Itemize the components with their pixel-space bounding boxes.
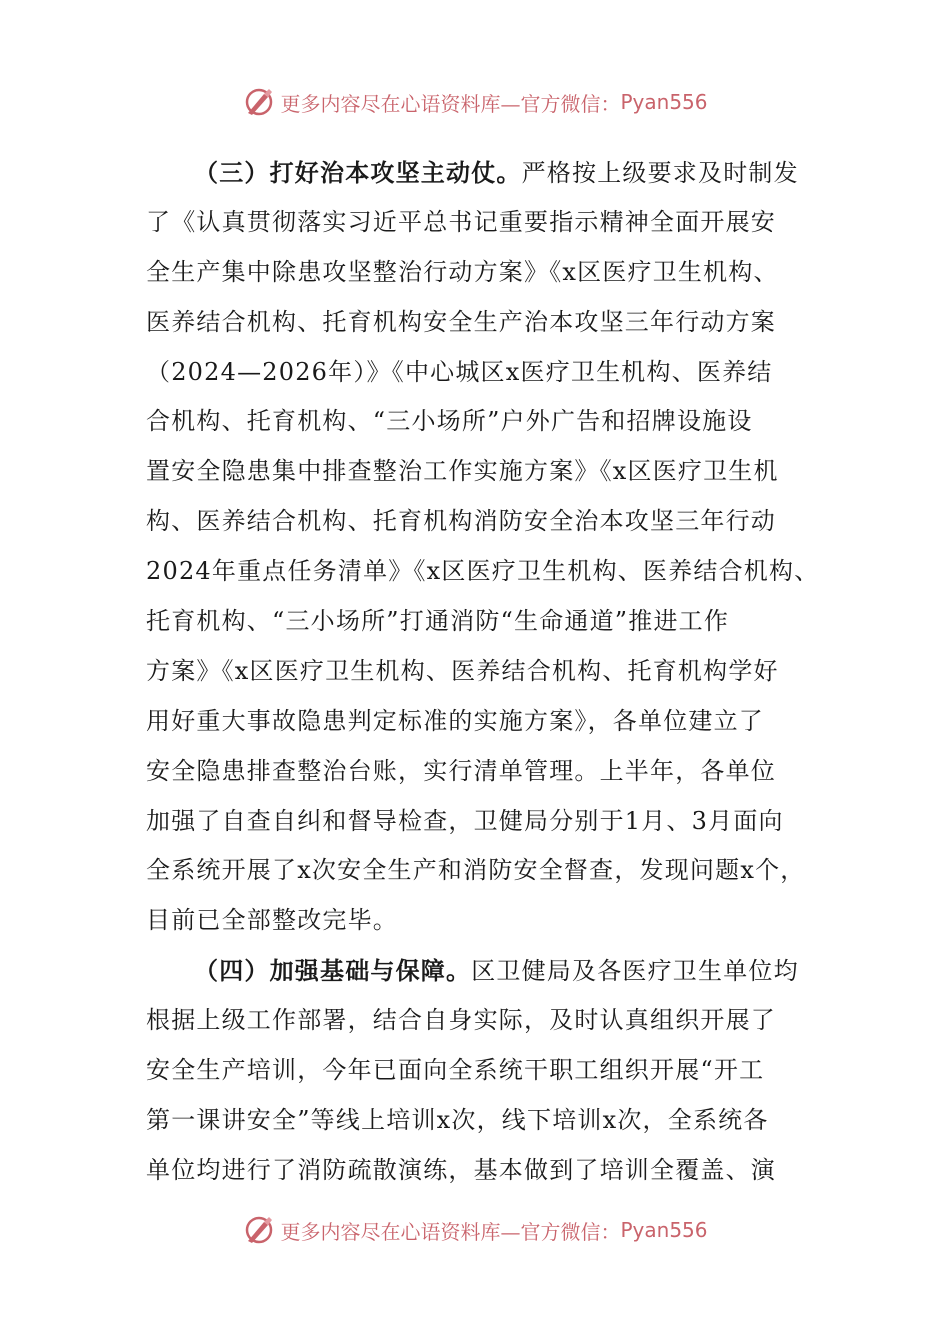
banner-wechat-id: Pyan556 bbox=[620, 1218, 708, 1242]
body-line: 加强了自查自纠和督导检查，卫健局分别于1月、3月面向 bbox=[146, 806, 784, 835]
body-line: 构、医养结合机构、托育机构消防安全治本攻坚三年行动 bbox=[146, 507, 776, 536]
body-line: 2024年重点任务清单》《x区医疗卫生机构、医养结合机构、 bbox=[146, 557, 820, 586]
body-line: 安全隐患排查整治台账，实行清单管理。上半年，各单位 bbox=[146, 756, 776, 785]
section3-heading: （三）打好治本攻坚主动仗。 bbox=[194, 158, 522, 187]
body-line: 医养结合机构、托育机构安全生产治本攻坚三年行动方案 bbox=[146, 307, 776, 336]
body-line: 单位均进行了消防疏散演练，基本做到了培训全覆盖、演 bbox=[146, 1155, 776, 1184]
footer-banner bbox=[0, 1210, 950, 1250]
body-line: 根据上级工作部署，结合自身实际，及时认真组织开展了 bbox=[146, 1006, 776, 1035]
section3-first-line-text: 严格按上级要求及时制发 bbox=[521, 159, 799, 187]
body-line: 合机构、托育机构、“三小场所”户外广告和招牌设施设 bbox=[146, 407, 753, 436]
body-line: （2024—2026年）》《中心城区x医疗卫生机构、医养结 bbox=[146, 357, 773, 386]
body-line: 置安全隐患集中排查整治工作实施方案》《x区医疗卫生机 bbox=[146, 457, 779, 486]
section3-first-line bbox=[146, 148, 818, 198]
body-line: 托育机构、“三小场所”打通消防“生命通道”推进工作 bbox=[146, 607, 730, 636]
section4-first-line bbox=[146, 946, 818, 996]
body-line: 安全生产培训，今年已面向全系统干职工组织开展“开工 bbox=[146, 1056, 765, 1085]
banner-text: 更多内容尽在心语资料库—官方微信： bbox=[280, 1219, 621, 1244]
body-line: 方案》《x区医疗卫生机构、医养结合机构、托育机构学好 bbox=[146, 656, 779, 685]
section4-heading: （四）加强基础与保障。 bbox=[194, 956, 472, 986]
pen-logo-icon bbox=[242, 85, 276, 119]
header-banner bbox=[0, 82, 950, 122]
body-line: 全系统开展了x次安全生产和消防安全督查，发现问题x个， bbox=[146, 856, 806, 885]
document-body bbox=[146, 148, 818, 1196]
body-line: 目前已全部整改完毕。 bbox=[146, 906, 398, 935]
pen-logo-icon bbox=[242, 1213, 276, 1247]
body-line: 了《认真贯彻落实习近平总书记重要指示精神全面开展安 bbox=[146, 207, 776, 236]
body-line: 全生产集中除患攻坚整治行动方案》《x区医疗卫生机构、 bbox=[146, 257, 779, 286]
section4-first-line-text: 区卫健局及各医疗卫生单位均 bbox=[471, 957, 799, 986]
body-line: 第一课讲安全”等线上培训x次，线下培训x次，全系统各 bbox=[146, 1105, 769, 1134]
body-line: 用好重大事故隐患判定标准的实施方案》，各单位建立了 bbox=[146, 706, 764, 735]
banner-text: 更多内容尽在心语资料库—官方微信： bbox=[280, 91, 621, 116]
banner-wechat-id: Pyan556 bbox=[620, 90, 708, 114]
